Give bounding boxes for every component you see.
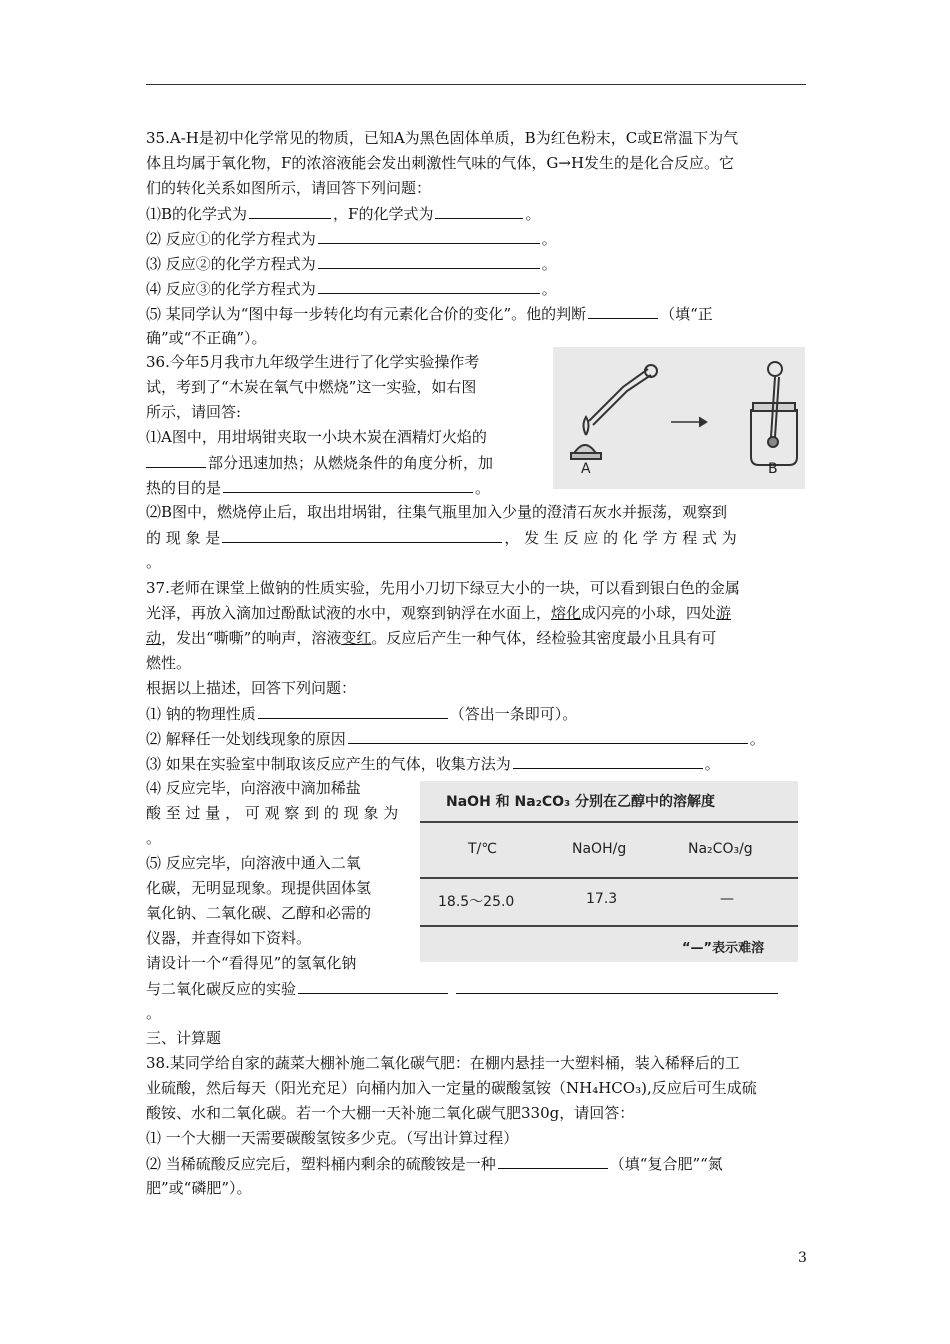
- answer-blank[interactable]: [249, 203, 331, 219]
- table-cell-naoh: 17.3: [586, 891, 618, 907]
- table-rule: [420, 925, 798, 927]
- answer-blank[interactable]: [318, 228, 540, 244]
- q35-part2: ⑵ 反应①的化学方程式为 。: [146, 230, 557, 248]
- q36-line8: 的 现 象 是 ， 发 生 反 应 的 化 学 方 程 式 为: [146, 529, 737, 547]
- q37-part5e: 请设计一个“看得见”的氢氧化钠: [146, 954, 357, 972]
- answer-blank[interactable]: [456, 978, 778, 994]
- page-number: 3: [798, 1250, 807, 1266]
- q37-part5d: 仪器，并查得如下资料。: [146, 929, 312, 947]
- answer-blank[interactable]: [588, 303, 658, 319]
- q36-line5: 部分迅速加热；从燃烧条件的角度分析，加: [146, 452, 493, 473]
- answer-blank[interactable]: [222, 527, 502, 543]
- table-header-temp: T/℃: [468, 841, 497, 857]
- q37-part4a: ⑷ 反应完毕，向溶液中滴加稀盐: [146, 779, 361, 797]
- q35-part5: ⑸ 某同学认为“图中每一步转化均有元素化合价的变化”。他的判断 （填“正: [146, 305, 713, 323]
- answer-blank[interactable]: [146, 452, 206, 468]
- q36-line7: ⑵B图中，燃烧停止后，取出坩埚钳，往集气瓶里加入少量的澄清石灰水并振荡，观察到: [146, 503, 728, 521]
- q37-part5a: ⑸ 反应完毕，向溶液中通入二氧: [146, 854, 361, 872]
- table-cell-na2co3: —: [720, 891, 734, 907]
- header-rule: [146, 84, 806, 85]
- q37-line3: 动，发出“嘶嘶”的响声，溶液变红。反应后产生一种气体，经检验其密度最小且具有可: [146, 629, 717, 647]
- q35-line1: 35.A-H是初中化学常见的物质，已知A为黑色固体单质，B为红色粉末，C或E常温下为气: [146, 129, 739, 147]
- q36-line6: 热的目的是 。: [146, 479, 491, 497]
- q37-part5b: 化碳，无明显现象。现提供固体氢: [146, 879, 372, 897]
- q37-part1: ⑴ 钠的物理性质 （答出一条即可）。: [146, 705, 578, 723]
- q38-line1: 38.某同学给自家的蔬菜大棚补施二氧化碳气肥：在棚内悬挂一大塑料桶，装入稀释后的工: [146, 1054, 740, 1072]
- solubility-table: [420, 781, 798, 962]
- q37-part2: ⑵ 解释任一处划线现象的原因 。: [146, 730, 765, 748]
- q37-part5c: 氧化钠、二氧化碳、乙醇和必需的: [146, 904, 372, 922]
- q37-part5g: 。: [146, 1004, 162, 1022]
- table-header-naoh: NaOH/g: [572, 841, 627, 857]
- q37-part4c: 。: [146, 829, 162, 847]
- q35-part5-cont: 确”或“不正确”）。: [146, 329, 267, 347]
- table-cell-temp: 18.5～25.0: [438, 894, 515, 910]
- q36-line3: 所示，请回答:: [146, 403, 242, 421]
- figure-label-a: A: [581, 461, 591, 477]
- answer-blank[interactable]: [223, 477, 473, 493]
- answer-blank[interactable]: [348, 728, 748, 744]
- answer-blank[interactable]: [435, 203, 523, 219]
- q37-line4: 燃性。: [146, 654, 192, 672]
- answer-blank[interactable]: [298, 978, 448, 994]
- q36-line1: 36.今年5月我市九年级学生进行了化学实验操作考: [146, 353, 480, 371]
- q38-line3: 酸铵、水和二氧化碳。若一个大棚一天补施二氧化碳气肥330g，请回答：: [146, 1104, 635, 1122]
- q35-line2: 体且均属于氧化物，F的浓溶液能会发出刺激性气味的气体，G→H发生的是化合反应。它: [146, 154, 735, 172]
- table-rule: [420, 821, 798, 823]
- q37-line5: 根据以上描述，回答下列问题：: [146, 679, 357, 697]
- q38-part2: ⑵ 当稀硫酸反应完后，塑料桶内剩余的硫酸铵是一种 （填“复合肥”“氮: [146, 1155, 723, 1173]
- q37-line1: 37.老师在课堂上做钠的性质实验，先用小刀切下绿豆大小的一块，可以看到银白色的金属: [146, 579, 740, 597]
- q37-part4b: 酸 至 过 量 ， 可 观 察 到 的 现 象 为: [146, 804, 399, 822]
- answer-blank[interactable]: [318, 253, 540, 269]
- section-heading: 三、计算题: [146, 1029, 222, 1047]
- q38-part1: ⑴ 一个大棚一天需要碳酸氢铵多少克。（写出计算过程）: [146, 1129, 519, 1147]
- answer-blank[interactable]: [498, 1153, 608, 1169]
- figure-label-b: B: [768, 461, 778, 477]
- table-rule: [420, 877, 798, 879]
- table-header-na2co3: Na₂CO₃/g: [688, 841, 753, 857]
- answer-blank[interactable]: [513, 753, 703, 769]
- combustion-figure: [553, 347, 805, 489]
- q35-line3: 们的转化关系如图所示，请回答下列问题：: [146, 179, 432, 197]
- q36-line9: 。: [146, 553, 162, 571]
- answer-blank[interactable]: [318, 278, 540, 294]
- table-note: “—”表示难溶: [682, 941, 765, 956]
- answer-blank[interactable]: [258, 703, 448, 719]
- q35-part1: ⑴B的化学式为 ，F的化学式为 。: [146, 205, 541, 223]
- q38-part2-cont: 肥”或“磷肥”）。: [146, 1179, 252, 1197]
- q37-line2: 光泽，再放入滴加过酚酞试液的水中，观察到钠浮在水面上，熔化成闪亮的小球，四处游: [146, 604, 732, 622]
- q36-line2: 试，考到了“木炭在氧气中燃烧”这一实验，如右图: [146, 378, 477, 396]
- q37-part5f: 与二氧化碳反应的实验: [146, 978, 780, 999]
- q35-part3: ⑶ 反应②的化学方程式为 。: [146, 255, 557, 273]
- q38-line2: 业硫酸，然后每天（阳光充足）向桶内加入一定量的碳酸氢铵（NH₄HCO₃),反应后可生成硫: [146, 1079, 757, 1097]
- q37-part3: ⑶ 如果在实验室中制取该反应产生的气体，收集方法为 。: [146, 755, 720, 773]
- q36-line4: ⑴A图中，用坩埚钳夹取一小块木炭在酒精灯火焰的: [146, 428, 487, 446]
- table-title: NaOH 和 Na₂CO₃ 分别在乙醇中的溶解度: [446, 794, 716, 810]
- q35-part4: ⑷ 反应③的化学方程式为 。: [146, 280, 557, 298]
